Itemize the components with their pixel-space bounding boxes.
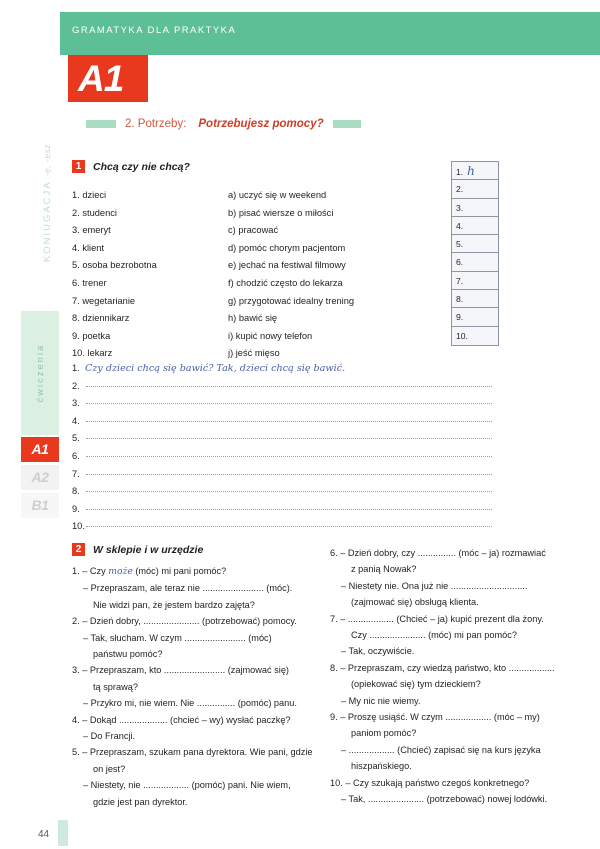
exercise-2-dialogue-line[interactable]: 10. – Czy szukają państwo czegoś konkretnego? [330, 777, 530, 788]
answer-line[interactable] [72, 413, 492, 431]
answer-line[interactable] [72, 430, 492, 448]
level-badge-label: A1 [78, 58, 124, 99]
answer-line[interactable] [72, 448, 492, 466]
answer-line-dotted-rule [86, 421, 492, 422]
exercise-2-dialogue-line[interactable]: tą sprawą? [93, 681, 138, 692]
answer-grid-cell[interactable] [452, 180, 498, 198]
answer-line-number: 3. [72, 398, 80, 409]
exercise-1-option-item: f) chodzić często do lekarza [228, 277, 343, 288]
sidebar-vertical-main: KONIUGACJA [42, 180, 53, 263]
exercise-2-dialogue-line[interactable]: – Tak, słucham. W czym ........................ (móc) [83, 632, 272, 643]
answer-grid-cell[interactable] [452, 199, 498, 217]
exercise-2-dialogue-line[interactable]: 2. – Dzień dobry, ...................... (potrzebować) pomocy. [72, 616, 297, 627]
exercise-2-heading [72, 543, 203, 556]
exercise-2-right-column [330, 545, 586, 808]
answer-grid-cell[interactable] [452, 162, 498, 180]
answer-grid-cell-number: 8. [456, 294, 464, 305]
answer-lines-block [72, 360, 492, 536]
exercise-2-dialogue-line[interactable] [72, 563, 320, 580]
answer-grid-cell-number: 9. [456, 312, 464, 323]
title-bar-right-decoration [333, 120, 361, 128]
exercise-2-dialogue-line[interactable]: – Przykro mi, nie wiem. Nie ............... (pomóc) panu. [83, 698, 297, 709]
header-title: GRAMATYKA DLA PRAKTYKA [72, 25, 237, 36]
exercise-1-title: Chcą czy nie chcą? [93, 160, 190, 173]
answer-grid-cell-number: 3. [456, 202, 464, 213]
answer-grid-cell-number: 10. [456, 330, 468, 341]
exercise-2-dialogue-line[interactable]: (zajmować się) obsługą klienta. [351, 597, 479, 608]
answer-grid[interactable] [451, 161, 499, 346]
answer-grid-cell[interactable] [452, 235, 498, 253]
answer-line[interactable] [72, 501, 492, 519]
exercise-2-dialogue-line[interactable]: 8. – Przepraszam, czy wiedzą państwo, kto .................. [330, 662, 555, 673]
exercise-2-title: W sklepie i w urzędzie [93, 543, 204, 556]
answer-line-number: 1. [72, 363, 80, 373]
exercise-2-dialogue-line[interactable]: – Przepraszam, ale teraz nie ........................ (móc). [83, 583, 293, 594]
exercise-2-dialogue-line[interactable]: hiszpańskiego. [351, 761, 412, 772]
exercise-1-subject-item: 4. klient [72, 242, 105, 253]
sidebar-exercises-label: ćwiczenia [35, 343, 45, 403]
answer-grid-cell-number: 1. [456, 167, 464, 177]
exercise-1-subject-item: 10. lekarz [72, 348, 113, 359]
exercise-2-dialogue-line[interactable]: Czy ...................... (móc) mi pan pomóc? [351, 630, 517, 641]
answer-line[interactable] [72, 360, 492, 378]
exercise-2-dialogue-line[interactable]: 4. – Dokąd ................... (chcieć – wy) wysłać paczkę? [72, 714, 291, 725]
answer-line-number: 9. [72, 503, 80, 514]
exercise-1-subject-item: 7. wegetarianie [72, 295, 136, 306]
exercise-2-dialogue-line[interactable]: 6. – Dzień dobry, czy ............... (móc – ja) rozmawiać [330, 548, 546, 558]
answer-line-dotted-rule [86, 526, 492, 527]
sidebar-tab-b1[interactable]: B1 [21, 493, 59, 518]
sidebar-tab-a2[interactable]: A2 [21, 465, 59, 490]
exercise-1-option-item: c) pracować [228, 225, 279, 236]
exercise-2-dialogue-line[interactable]: 3. – Przepraszam, kto ........................ (zajmować się) [72, 665, 289, 676]
exercise-2-dialogue-line[interactable]: z panią Nowak? [351, 564, 417, 575]
exercise-2-dialogue-line[interactable]: – Niestety, nie .................. (pomóc) pani. Nie wiem, [83, 780, 291, 791]
page-number: 44 [38, 829, 50, 840]
answer-line[interactable] [72, 466, 492, 484]
exercise-1-subject-item: 8. dziennikarz [72, 313, 130, 324]
exercise-2-dialogue-line[interactable]: 5. – Przepraszam, szukam pana dyrektora. Wie pani, gdzie [72, 747, 313, 758]
section-name: Potrzebujesz pomocy? [198, 118, 324, 130]
level-badge-a1 [68, 55, 148, 102]
answer-grid-cell[interactable] [452, 272, 498, 290]
answer-grid-cell[interactable] [452, 327, 498, 345]
sidebar-vertical-label [36, 108, 58, 298]
answer-grid-cell-number: 6. [456, 257, 464, 268]
exercise-1-subject-item: 9. poetka [72, 330, 111, 341]
exercise-1-subject-item: 5. osoba bezrobotna [72, 260, 157, 271]
exercise-2-dialogue-line[interactable]: Nie widzi pan, że jestem bardzo zajęta? [93, 599, 255, 610]
answer-line-dotted-rule [86, 456, 492, 457]
sidebar-tab-a1[interactable]: A1 [21, 437, 59, 462]
answer-line-dotted-rule [86, 474, 492, 475]
answer-grid-cell-number: 7. [456, 275, 464, 286]
section-number: 2. Potrzeby: [125, 118, 187, 130]
answer-line-number: 10. [72, 521, 85, 532]
answer-grid-cell-value: h [467, 164, 475, 178]
answer-grid-cell[interactable] [452, 253, 498, 271]
answer-line[interactable] [72, 518, 492, 536]
answer-line-number: 7. [72, 468, 80, 479]
answer-line-dotted-rule [86, 403, 492, 404]
exercise-2-dialogue-line[interactable]: państwu pomóc? [93, 649, 163, 660]
exercise-1-option-item: h) bawić się [228, 313, 278, 324]
exercise-2-dialogue-line[interactable]: – My nic nie wiemy. [341, 695, 421, 706]
answer-line-number: 2. [72, 380, 80, 391]
sidebar-vertical-suffix: -ę, -esz [42, 143, 52, 177]
answer-grid-cell-number: 4. [456, 220, 464, 231]
answer-line-dotted-rule [86, 438, 492, 439]
exercise-1-subject-item: 1. dzieci [72, 190, 107, 200]
answer-grid-cell-number: 2. [456, 184, 464, 195]
exercise-2-dialogue-line[interactable]: (opiekować się) tym dzieckiem? [351, 679, 481, 690]
answer-line-dotted-rule [86, 386, 492, 387]
exercise-2-left-column [72, 563, 320, 810]
dialogue-handwritten-answer: może [108, 566, 133, 577]
exercise-2-number: 2 [72, 543, 85, 556]
dialogue-text: 1. – Czy [72, 566, 109, 576]
answer-line-number: 8. [72, 486, 80, 497]
exercise-2-dialogue-line[interactable]: gdzie jest pan dyrektor. [93, 796, 188, 807]
answer-line-number: 5. [72, 433, 80, 444]
exercise-2-dialogue-line[interactable]: 7. – .................. (Chcieć – ja) kupić prezent dla żony. [330, 613, 544, 624]
exercise-1-number: 1 [72, 160, 85, 173]
sidebar-exercises-block [21, 311, 59, 435]
exercise-2-dialogue-line[interactable]: – Niestety nie. Ona już nie .............................. [341, 580, 528, 591]
exercise-2-dialogue-line[interactable]: 9. – Proszę usiąść. W czym .................. (móc – my) [330, 712, 540, 723]
answer-grid-cell[interactable] [452, 290, 498, 308]
exercise-1-heading [72, 160, 190, 173]
exercise-1-option-item: j) jeść mięso [228, 348, 280, 359]
exercise-1-right-column [228, 187, 438, 363]
exercise-2-dialogue-line[interactable]: – .................. (Chcieć) zapisać się na kurs języka [341, 744, 541, 755]
exercise-1-option-item: b) pisać wiersze o miłości [228, 207, 334, 218]
exercise-2-dialogue-line[interactable]: – Tak, oczywiście. [341, 646, 415, 657]
exercise-2-dialogue-line[interactable]: – Tak, ...................... (potrzebować) nowej lodówki. [341, 794, 548, 805]
exercise-1-subject-item: 2. studenci [72, 207, 117, 218]
dialogue-text: (móc) mi pani pomóc? [132, 566, 227, 576]
answer-line-number: 4. [72, 415, 80, 426]
answer-grid-cell[interactable] [452, 308, 498, 326]
section-title [86, 118, 361, 130]
exercise-1-left-column [72, 187, 222, 363]
page-number-bar-decoration [58, 820, 68, 846]
answer-line[interactable] [72, 395, 492, 413]
exercise-1-subject-item: 3. emeryt [72, 225, 111, 236]
answer-line-dotted-rule [86, 491, 492, 492]
header-band [60, 12, 600, 55]
exercise-1-option-item: d) pomóc chorym pacjentom [228, 242, 346, 253]
exercise-1-option-item: a) uczyć się w weekend [228, 190, 327, 200]
answer-grid-cell-number: 5. [456, 239, 464, 250]
answer-line-number: 6. [72, 450, 80, 461]
answer-line[interactable] [72, 378, 492, 396]
exercise-2-dialogue-line[interactable]: paniom pomóc? [351, 728, 417, 739]
exercise-2-dialogue-line[interactable]: on jest? [93, 763, 126, 774]
answer-line[interactable] [72, 483, 492, 501]
exercise-1-option-item: g) przygotować idealny trening [228, 295, 355, 306]
exercise-1-subject-item: 6. trener [72, 277, 107, 288]
answer-line-example-text: Czy dzieci chcą się bawić? Tak, dzieci chcą się bawić. [85, 363, 346, 374]
exercise-2-dialogue-line[interactable]: – Do Francji. [83, 731, 136, 742]
answer-line-dotted-rule [86, 509, 492, 510]
title-bar-left-decoration [86, 120, 116, 128]
exercise-1-option-item: i) kupić nowy telefon [228, 330, 313, 341]
exercise-1-option-item: e) jechać na festiwal filmowy [228, 260, 346, 271]
answer-grid-cell[interactable] [452, 217, 498, 235]
